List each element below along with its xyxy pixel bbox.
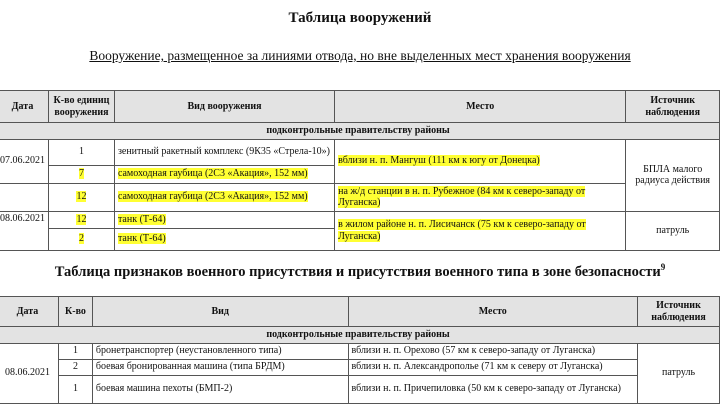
count-cell xyxy=(49,211,115,228)
type-text: танк (Т-64) xyxy=(117,213,166,225)
count-cell: 1 xyxy=(49,139,115,165)
count-text: 12 xyxy=(76,213,87,225)
header-date: Дата xyxy=(0,297,58,327)
header-row xyxy=(0,297,720,327)
place-text: в жилом районе н. п. Лисичанск (75 км к северо-западу от Луганска) xyxy=(338,219,586,242)
header-type: Вид вооружения xyxy=(114,91,334,123)
section-row xyxy=(0,327,720,344)
weapons-table xyxy=(0,90,720,251)
source-cell: патруль xyxy=(638,343,720,403)
type-cell xyxy=(114,228,334,250)
place-cell xyxy=(335,139,626,183)
weapons-table-subtitle: Вооружение, размещенное за линиями отвода, но вне выделенных мест хранения вооружения xyxy=(89,48,631,63)
header-row xyxy=(0,91,720,123)
weapons-table-title: Таблица вооружений xyxy=(288,10,432,26)
table-row xyxy=(0,343,720,359)
count-text: 12 xyxy=(76,191,87,203)
count-cell xyxy=(49,183,115,211)
count-text: 7 xyxy=(78,168,84,180)
table-row xyxy=(0,139,720,165)
date-cell: 07.06.2021 xyxy=(0,139,49,183)
place-text: вблизи н. п. Мангуш (111 км к югу от Донецка) xyxy=(338,155,540,167)
type-cell xyxy=(114,183,334,211)
presence-title-text: Таблица признаков военного присутствия и присутствия военного типа в зоне безопасности xyxy=(54,263,661,280)
header-type: Вид xyxy=(92,297,348,327)
place-cell xyxy=(335,183,626,211)
type-cell xyxy=(114,211,334,228)
header-source: Источник наблюдения xyxy=(638,297,720,327)
type-cell xyxy=(114,165,334,183)
section-label: подконтрольные правительству районы xyxy=(0,123,720,140)
type-cell: зенитный ракетный комплекс (9К35 «Стрела-10») xyxy=(114,139,334,165)
header-place: Место xyxy=(335,91,626,123)
presence-table xyxy=(0,296,720,404)
header-place: Место xyxy=(348,297,638,327)
date-cell-empty xyxy=(0,183,49,211)
place-text: на ж/д станции в н. п. Рубежное (84 км к северо-западу от Луганска) xyxy=(338,185,586,208)
type-text: самоходная гаубица (2С3 «Акация», 152 мм) xyxy=(117,168,308,180)
count-cell xyxy=(49,165,115,183)
count-text: 2 xyxy=(78,233,84,245)
header-date: Дата xyxy=(0,91,49,123)
header-count: К-во xyxy=(58,297,92,327)
count-cell: 1 xyxy=(58,343,92,359)
source-cell: патруль xyxy=(626,211,720,250)
count-cell: 2 xyxy=(58,359,92,375)
header-source: Источник наблюдения xyxy=(626,91,720,123)
count-cell xyxy=(49,228,115,250)
type-cell: бронетранспортер (неустановленного типа) xyxy=(92,343,348,359)
count-cell: 1 xyxy=(58,375,92,403)
table-row xyxy=(0,211,720,228)
place-cell xyxy=(335,211,626,250)
table-row xyxy=(0,359,720,375)
date-cell: 08.06.2021 xyxy=(0,343,58,403)
table-row xyxy=(0,183,720,211)
section-row xyxy=(0,123,720,140)
presence-table-title xyxy=(0,262,720,281)
date-cell: 08.06.2021 xyxy=(0,211,49,250)
type-text: танк (Т-64) xyxy=(117,233,166,245)
place-cell: вблизи н. п. Причепиловка (50 км к северо-западу от Луганска) xyxy=(348,375,638,403)
header-units: К-во единиц вооружения xyxy=(49,91,115,123)
section-label: подконтрольные правительству районы xyxy=(0,327,720,344)
footnote-marker: 9 xyxy=(660,262,666,272)
type-cell: боевая бронированная машина (типа БРДМ) xyxy=(92,359,348,375)
source-cell: БПЛА малого радиуса действия xyxy=(626,139,720,211)
type-cell: боевая машина пехоты (БМП-2) xyxy=(92,375,348,403)
type-text: самоходная гаубица (2С3 «Акация», 152 мм) xyxy=(117,191,308,203)
table-row xyxy=(0,375,720,403)
place-cell: вблизи н. п. Александрополье (71 км к северу от Луганска) xyxy=(348,359,638,375)
place-cell: вблизи н. п. Орехово (57 км к северо-западу от Луганска) xyxy=(348,343,638,359)
